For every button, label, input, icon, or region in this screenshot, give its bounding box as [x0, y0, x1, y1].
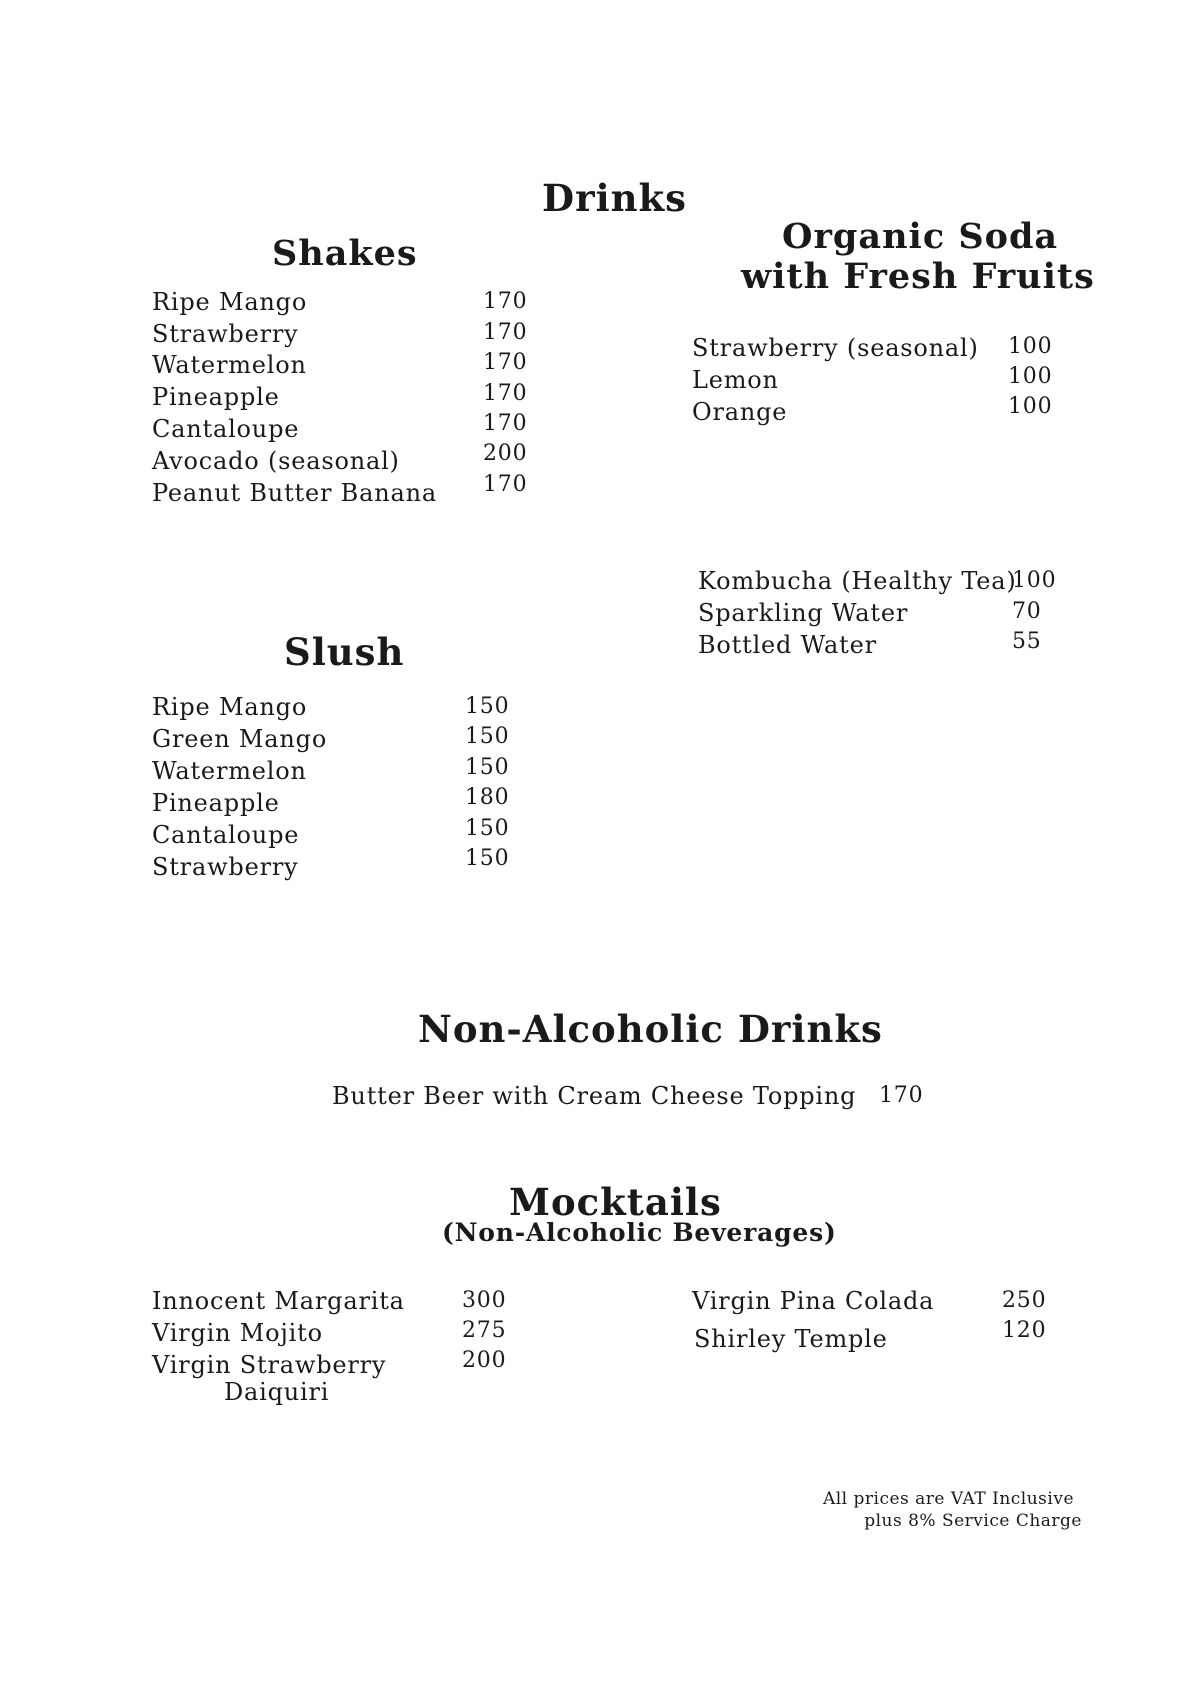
menu-item-name: Green Mango — [152, 725, 328, 753]
menu-item-price: 300 — [462, 1288, 507, 1313]
menu-item-name: Cantaloupe — [152, 821, 300, 849]
menu-item-price: 275 — [462, 1318, 507, 1343]
menu-item-price: 150 — [465, 755, 510, 780]
menu-item-name: Watermelon — [152, 757, 307, 785]
menu-item-name: Strawberry — [152, 320, 299, 348]
menu-item-price: 170 — [483, 289, 528, 314]
menu-item-price: 55 — [1012, 629, 1042, 654]
mocktails-subheading: (Non-Alcoholic Beverages) — [442, 1218, 837, 1247]
footer-note-line2: plus 8% Service Charge — [864, 1511, 1082, 1531]
menu-item-name: Ripe Mango — [152, 693, 308, 721]
menu-item-name: Virgin Mojito — [152, 1319, 323, 1347]
menu-item-name: Innocent Margarita — [152, 1287, 405, 1315]
mocktails-heading: Mocktails — [509, 1180, 722, 1224]
menu-item-price: 180 — [465, 785, 510, 810]
menu-item-price: 150 — [465, 846, 510, 871]
menu-item-price: 150 — [465, 694, 510, 719]
menu-item-name: Butter Beer with Cream Cheese Topping — [332, 1082, 857, 1110]
menu-item-name: Strawberry (seasonal) — [692, 334, 979, 362]
menu-item-price: 170 — [483, 320, 528, 345]
menu-item-name: Peanut Butter Banana — [152, 479, 437, 507]
organic-soda-heading-line2: with Fresh Fruits — [741, 256, 1095, 297]
menu-item-name: Cantaloupe — [152, 415, 300, 443]
menu-item-price: 100 — [1008, 364, 1053, 389]
menu-item-price: 120 — [1002, 1318, 1047, 1343]
menu-item-name: Strawberry — [152, 853, 299, 881]
non-alcoholic-heading: Non-Alcoholic Drinks — [418, 1007, 883, 1051]
footer-note-line1: All prices are VAT Inclusive — [822, 1489, 1074, 1509]
menu-item-name: Avocado (seasonal) — [152, 447, 400, 475]
menu-item-price: 100 — [1008, 334, 1053, 359]
menu-item-name: Orange — [692, 398, 788, 426]
organic-soda-heading-line1: Organic Soda — [782, 216, 1059, 257]
menu-item-price: 200 — [483, 441, 528, 466]
menu-item-name: Bottled Water — [698, 631, 877, 659]
page-title: Drinks — [542, 176, 688, 220]
menu-item-price: 170 — [483, 350, 528, 375]
menu-item-name: Ripe Mango — [152, 288, 308, 316]
menu-item-name: Pineapple — [152, 789, 280, 817]
menu-item-name: Pineapple — [152, 383, 280, 411]
menu-item-price: 100 — [1012, 568, 1057, 593]
menu-item-price: 170 — [483, 411, 528, 436]
menu-item-name: Watermelon — [152, 351, 307, 379]
menu-item-price: 150 — [465, 816, 510, 841]
menu-item-name: Virgin Strawberry — [152, 1351, 387, 1379]
menu-item-price: 200 — [462, 1348, 507, 1373]
menu-item-price: 100 — [1008, 394, 1053, 419]
menu-item-price: 170 — [879, 1083, 924, 1108]
menu-item-name: Sparkling Water — [698, 599, 909, 627]
menu-item-price: 170 — [483, 381, 528, 406]
menu-item-name-continued: Daiquiri — [224, 1378, 330, 1406]
menu-item-name: Virgin Pina Colada — [692, 1287, 935, 1315]
menu-item-price: 250 — [1002, 1288, 1047, 1313]
menu-item-price: 150 — [465, 724, 510, 749]
menu-item-name: Shirley Temple — [694, 1325, 888, 1353]
slush-heading: Slush — [284, 630, 405, 674]
shakes-heading: Shakes — [272, 233, 418, 274]
menu-item-price: 170 — [483, 472, 528, 497]
menu-item-name: Lemon — [692, 366, 779, 394]
menu-item-name: Kombucha (Healthy Tea) — [698, 567, 1017, 595]
menu-item-price: 70 — [1012, 599, 1042, 624]
